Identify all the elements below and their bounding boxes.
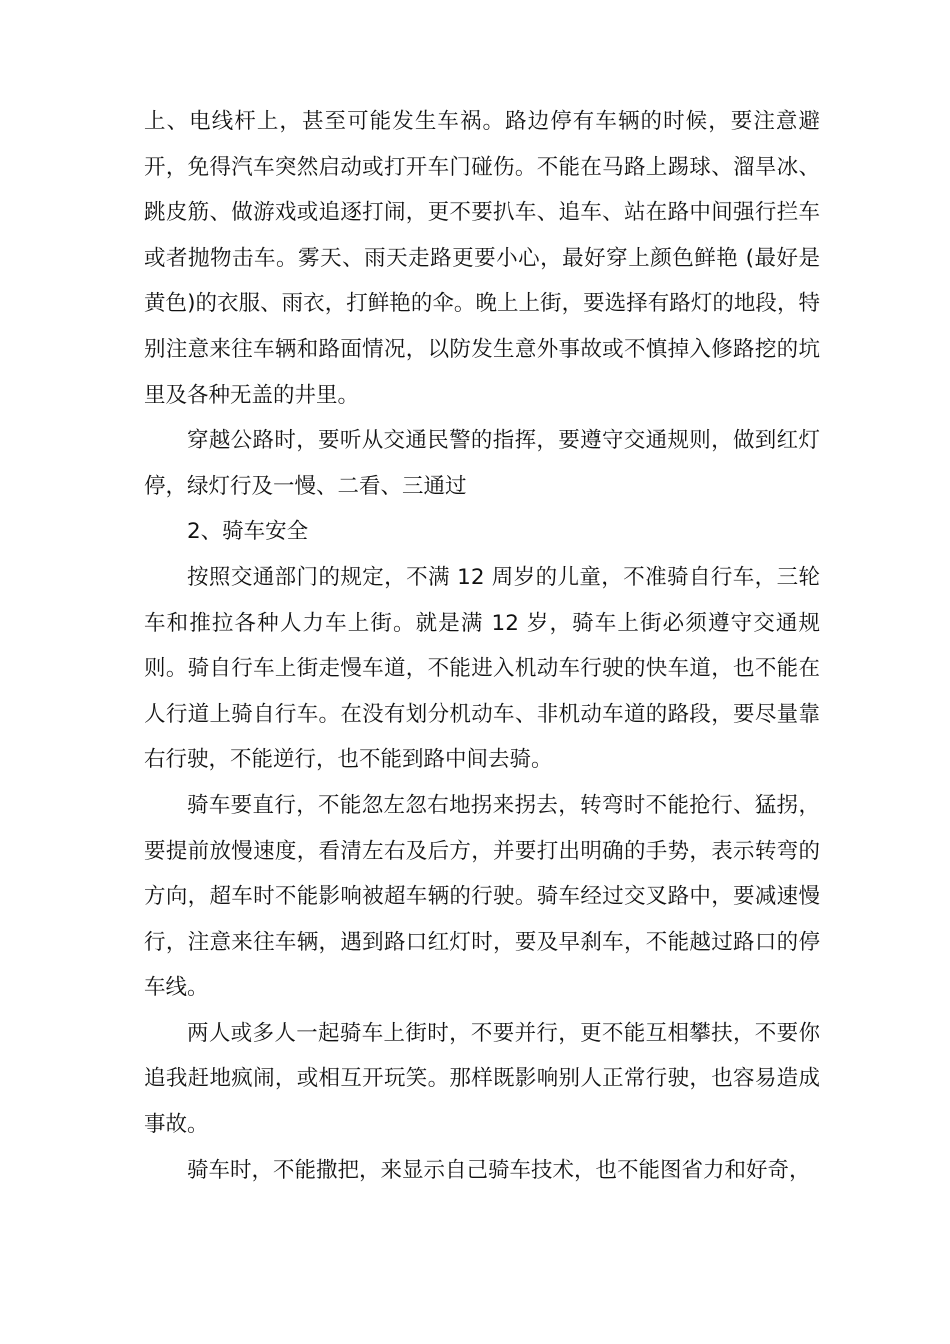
paragraph-crossing-road: 穿越公路时，要听从交通民警的指挥，要遵守交通规则，做到红灯停，绿灯行及一慢、二看、三通过 [144, 428, 820, 499]
paragraph-no-hands: 骑车时，不能撒把，来显示自己骑车技术，也不能图省力和好奇， [187, 1157, 811, 1183]
paragraph-cycling-rules: 按照交通部门的规定，不满 12 周岁的儿童，不准骑自行车，三轮车和推拉各种人力车上街。就是满 12 岁，骑车上街必须遵守交通规则。骑自行车上街走慢车道，不能进入机动车行驶的快车道，也不能在人行道上骑自行车。在没有划分机动车、非机动车道的路段，要尽量靠右行驶，不能逆行，也不能到路中间去骑。 [144, 564, 820, 773]
paragraph-continuation: 上、电线杆上，甚至可能发生车祸。路边停有车辆的时候，要注意避开，免得汽车突然启动或打开车门碰伤。不能在马路上踢球、溜旱冰、跳皮筋、做游戏或追逐打闹，更不要扒车、追车、站在路中间强行拦车或者抛物击车。雾天、雨天走路更要小心，最好穿上颜色鲜艳 (最好是黄色)的衣服、雨衣，打鲜艳的伞。晚上上街，要选择有路灯的地段，特别注意来往车辆和路面情况，以防发生意外事故或不慎掉入修路挖的坑里及各种无盖的井里。 [144, 109, 820, 408]
paragraph-group-riding: 两人或多人一起骑车上街时，不要并行，更不能互相攀扶，不要你追我赶地疯闹，或相互开玩笑。那样既影响别人正常行驶，也容易造成事故。 [144, 1020, 820, 1138]
section-heading-cycling-safety: 2、骑车安全 [187, 519, 309, 545]
document-body [144, 99, 820, 1193]
paragraph-riding-straight: 骑车要直行，不能忽左忽右地拐来拐去，转弯时不能抢行、猛拐，要提前放慢速度，看清左右及后方，并要打出明确的手势，表示转弯的方向，超车时不能影响被超车辆的行驶。骑车经过交叉路中，要减速慢行，注意来往车辆，遇到路口红灯时，要及早刹车，不能越过路口的停车线。 [144, 792, 820, 1001]
